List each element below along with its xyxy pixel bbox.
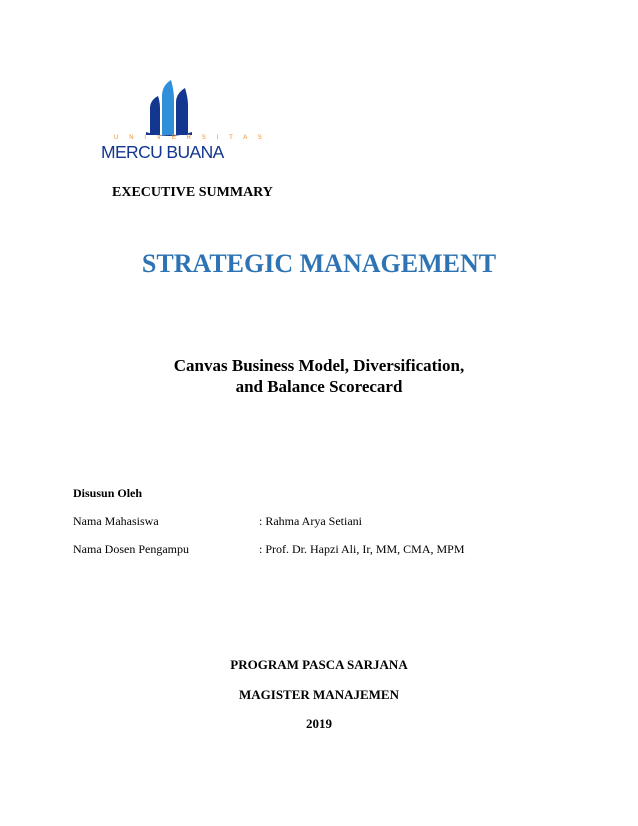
subtitle-line-1: Canvas Business Model, Diversification, [173,356,465,375]
year: 2019 [306,716,332,731]
university-logo [100,78,267,178]
mercu-buana-emblem-icon [100,78,260,138]
author-section-label: Disusun Oleh [73,486,143,500]
student-value: : Rahma Arya Setiani [259,514,362,528]
program-name: PROGRAM PASCA SARJANA [230,657,408,672]
logo-university-label: U N I V E R S I T A S [114,135,267,141]
page-title: STRATEGIC MANAGEMENT [141,249,497,278]
subtitle-line-2: and Balance Scorecard [235,377,403,396]
logo-university-name: MERCU BUANA [101,142,224,162]
lecturer-label: Nama Dosen Pengampu [73,542,189,556]
document-type-heading: EXECUTIVE SUMMARY [112,185,273,200]
student-label: Nama Mahasiswa [73,514,159,528]
lecturer-value: : Prof. Dr. Hapzi Ali, Ir, MM, CMA, MPM [259,542,465,556]
department-name: MAGISTER MANAJEMEN [239,687,399,702]
subtitle [0,355,638,397]
